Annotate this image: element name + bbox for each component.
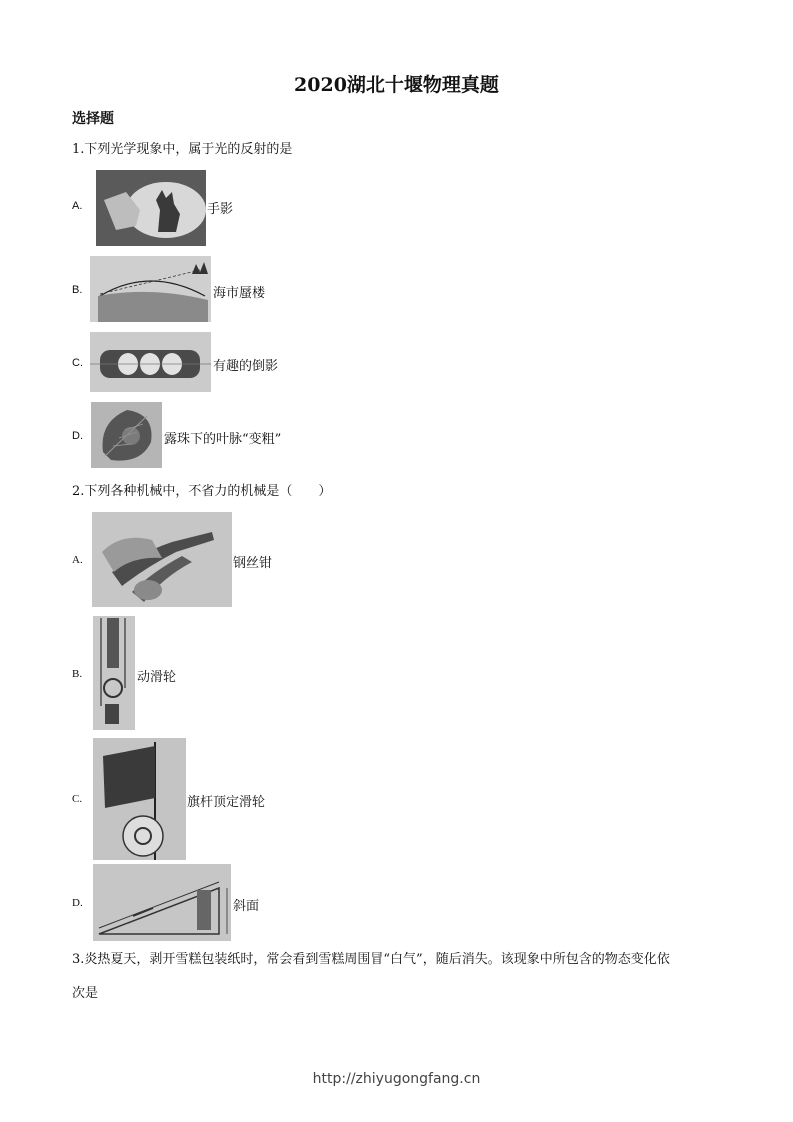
q2-option-b-letter: B. [72,668,83,680]
q1-option-b-letter: B. [72,284,83,296]
inclined-plane-image [93,864,231,941]
q1-option-d-text: 露珠下的叶脉“变粗” [164,432,282,447]
leaf-dew-image [91,402,162,468]
mirage-image [90,256,211,322]
q1-option-c-letter: C. [72,357,83,369]
movable-pulley-image [93,616,135,730]
q2-option-b-text: 动滑轮 [137,670,177,685]
q2-option-c-text: 旗杆顶定滑轮 [187,795,266,810]
q2-option-d-letter: D. [72,897,83,909]
q2-option-a-letter: A. [72,554,83,566]
section-heading: 选择题 [72,111,114,127]
q1-option-c-text: 有趣的倒影 [213,359,279,374]
q1-option-d-letter: D. [72,430,83,442]
q1-option-a-text: 手影 [207,202,234,217]
question-3-stem-line1: 3.炎热夏天，剥开雪糕包装纸时，常会看到雪糕周围冒“白气”，随后消失。该现象中所包含的物态变化依 [72,952,670,967]
bridge-reflection-image [90,332,211,392]
question-1-stem: 1.下列光学现象中，属于光的反射的是 [72,142,293,157]
hand-shadow-image [96,170,206,246]
flagpole-pulley-image [93,738,186,860]
q2-option-d-text: 斜面 [233,899,260,914]
footer-url: http://zhiyugongfang.cn [312,1071,481,1087]
page-title: 2020湖北十堰物理真题 [294,74,499,96]
q1-option-a-letter: A. [72,200,83,212]
pliers-image [92,512,232,607]
q2-option-a-text: 钢丝钳 [233,556,273,571]
question-3-stem-line2: 次是 [72,986,99,1001]
q1-option-b-text: 海市蜃楼 [213,286,266,301]
question-2-stem: 2.下列各种机械中，不省力的机械是（ ） [72,484,332,499]
q2-option-c-letter: C. [72,793,83,805]
